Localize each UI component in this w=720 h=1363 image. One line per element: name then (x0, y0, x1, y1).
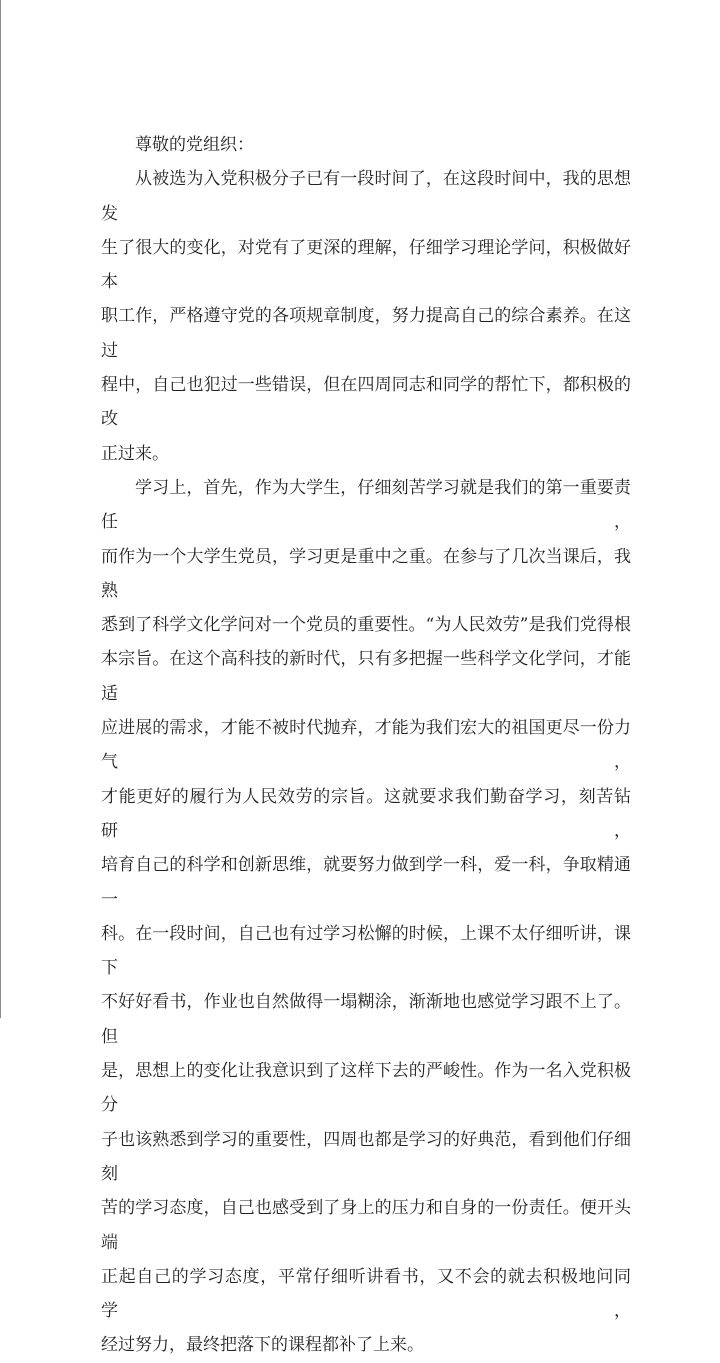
paragraph-line: 才能更好的履行为人民效劳的宗旨。这就要求我们勤奋学习，刻苦钻研， (101, 786, 631, 841)
paragraph-line: 程中，自己也犯过一些错误，但在四周同志和同学的帮忙下，都积极的改 (101, 375, 631, 430)
paragraph-line: 是，思想上的变化让我意识到了这样下去的严峻性。作为一名入党积极分 (101, 1061, 631, 1116)
paragraph-line: 正过来。 (101, 443, 169, 464)
paragraph-1 (101, 162, 631, 471)
paragraph-line: 子也该熟悉到学习的重要性，四周也都是学习的好典范，看到他们仔细刻 (101, 1129, 631, 1184)
paragraph-line: 悉到了科学文化学问对一个党员的重要性。“为人民效劳”是我们党得根 (101, 615, 631, 636)
paragraph-line: 不好好看书，作业也自然做得一塌糊涂，渐渐地也感觉学习跟不上了。但 (101, 992, 631, 1047)
salutation-text: 尊敬的党组织： (135, 135, 254, 155)
salutation (101, 128, 631, 162)
paragraph-line: 学习上，首先，作为大学生，仔细刻苦学习就是我们的第一重要责任， (101, 477, 631, 533)
paragraph-line: 而作为一个大学生党员，学习更是重中之重。在参与了几次当课后，我熟 (101, 546, 631, 601)
paragraph-line: 培育自己的科学和创新思维，就要努力做到学一科，爱一科，争取精通一 (101, 855, 631, 910)
paragraph-line: 正起自己的学习态度，平常仔细听讲看书，又不会的就去积极地问同学， (101, 1266, 631, 1322)
paragraph-2 (101, 471, 631, 1363)
paragraph-line: 经过努力，最终把落下的课程都补了上来。 (101, 1335, 424, 1356)
paragraph-line: 苦的学习态度，自己也感受到了身上的压力和自身的一份责任。便开头端 (101, 1198, 631, 1253)
paragraph-line: 从被选为入党积极分子已有一段时间了，在这段时间中，我的思想发 (101, 169, 631, 224)
document-body (101, 128, 631, 1363)
paragraph-line: 本宗旨。在这个高科技的新时代，只有多把握一些科学文化学问，才能适 (101, 649, 631, 704)
paragraph-line: 应进展的需求，才能不被时代抛弃，才能为我们宏大的祖国更尽一份力气， (101, 718, 631, 773)
paragraph-line: 科。在一段时间，自己也有过学习松懈的时候，上课不太仔细听讲，课下 (101, 923, 631, 979)
paragraph-line: 生了很大的变化，对党有了更深的理解，仔细学习理论学问，积极做好本 (101, 237, 631, 293)
paragraph-line: 职工作，严格遵守党的各项规章制度，努力提高自己的综合素养。在这过 (101, 306, 631, 361)
